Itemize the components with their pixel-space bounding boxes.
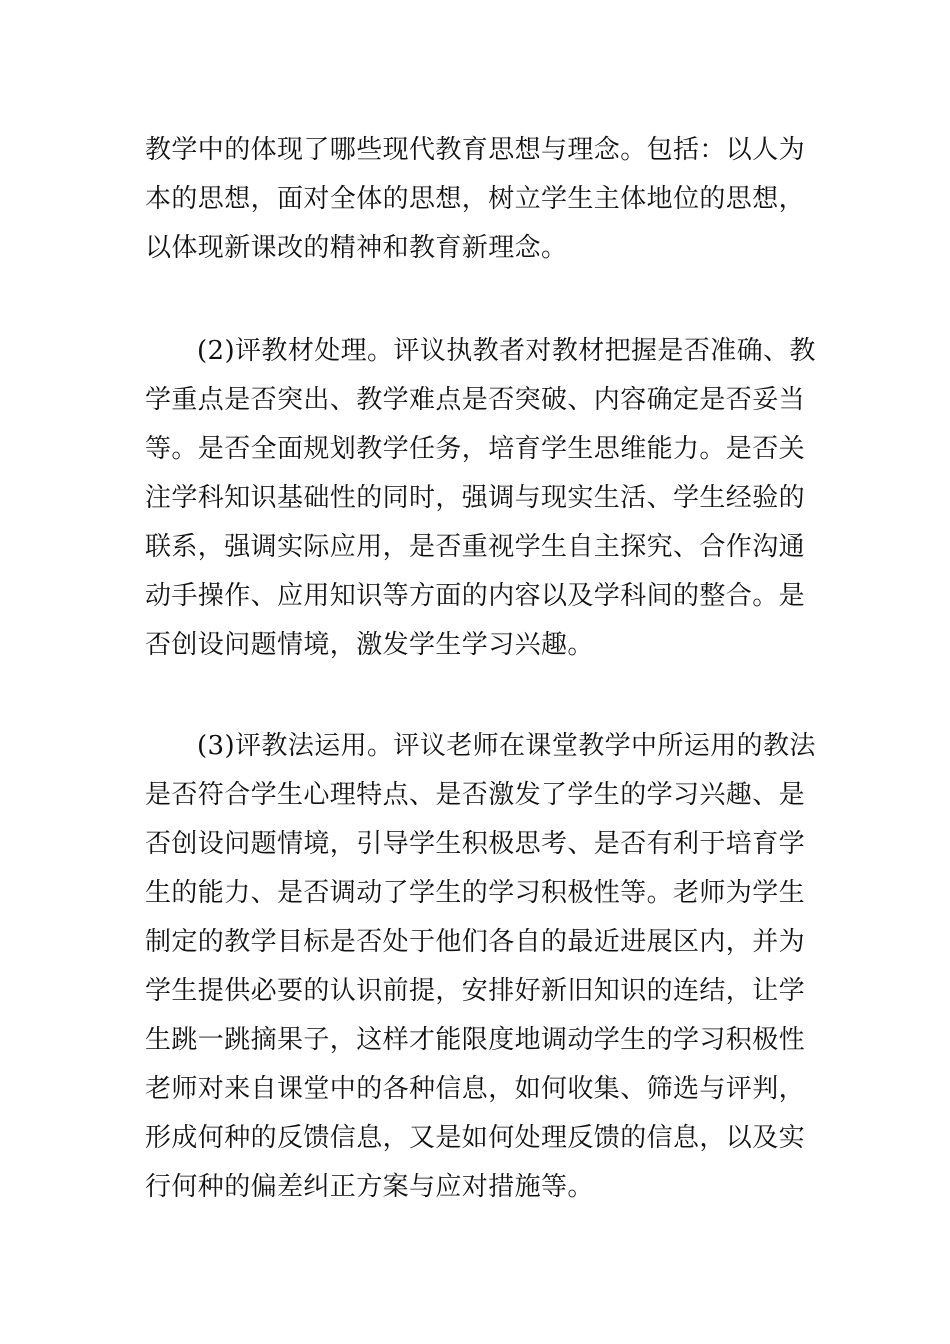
paragraph-teaching-methods [145,722,816,1212]
text-line: 教学中的体现了哪些现代教育思想与理念。包括：以人为 [145,135,806,165]
text-line: 本的思想，面对全体的思想，树立学生主体地位的思想， [145,184,806,214]
text-line: (3)评教法运用。评议老师在课堂教学中所运用的教法 [197,731,816,761]
text-line: 是否符合学生心理特点、是否激发了学生的学习兴趣、是 [145,780,806,810]
text-line: 等。是否全面规划教学任务，培育学生思维能力。是否关 [145,434,806,464]
text-line: 生跳一跳摘果子，这样才能限度地调动学生的学习积极性 [145,1025,806,1055]
text-line: 学生提供必要的认识前提，安排好新旧知识的连结，让学 [145,976,806,1006]
text-line: 行何种的偏差纠正方案与应对措施等。 [145,1172,594,1202]
text-line: 以体现新课改的精神和教育新理念。 [145,233,568,263]
text-line: 动手操作、应用知识等方面的内容以及学科间的整合。是 [145,581,806,611]
text-line: 制定的教学目标是否处于他们各自的最近进展区内，并为 [145,927,806,957]
text-line: 生的能力、是否调动了学生的学习积极性等。老师为学生 [145,878,806,908]
text-line: 形成何种的反馈信息，又是如何处理反馈的信息，以及实 [145,1123,806,1153]
text-line: 否创设问题情境，激发学生学习兴趣。 [145,630,594,660]
text-line: 学重点是否突出、教学难点是否突破、内容确定是否妥当 [145,385,806,415]
paragraph-education-ideas [145,126,810,273]
text-line: 注学科知识基础性的同时，强调与现实生活、学生经验的 [145,483,806,513]
text-line: (2)评教材处理。评议执教者对教材把握是否准确、教 [197,336,816,366]
text-line: 老师对来自课堂中的各种信息，如何收集、筛选与评判， [145,1074,806,1104]
text-line: 否创设问题情境，引导学生积极思考、是否有利于培育学 [145,829,806,859]
text-line: 联系，强调实际应用，是否重视学生自主探究、合作沟通 [145,532,806,562]
paragraph-textbook-handling [145,327,816,670]
